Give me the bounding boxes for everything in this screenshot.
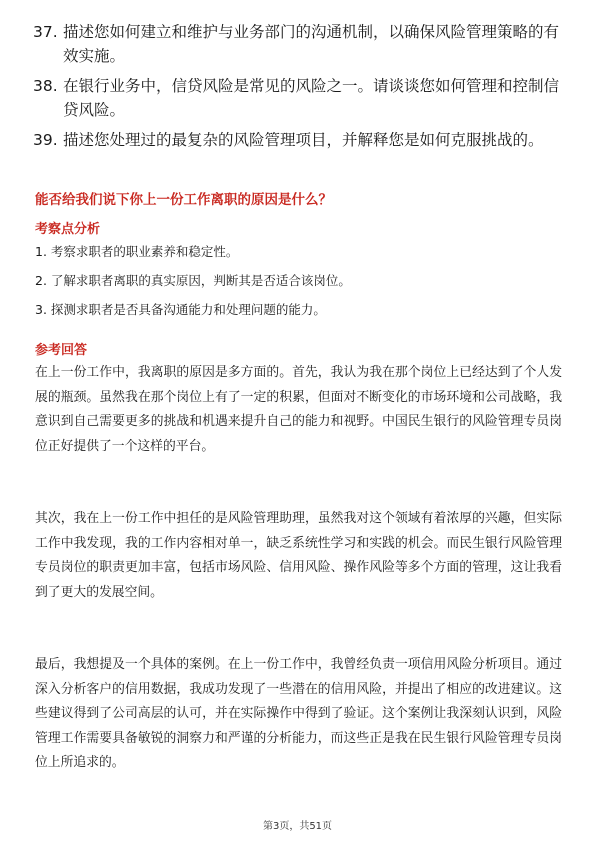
question-number: 39.: [33, 131, 58, 149]
page-footer: 第3页，共51页: [262, 821, 333, 832]
analysis-heading: 考察点分析: [35, 222, 101, 237]
question-number: 37.: [33, 23, 58, 41]
question-item-37: [33, 20, 563, 68]
interview-question-heading: 能否给我们说下你上一份工作离职的原因是什么？: [35, 192, 332, 208]
question-item-39: [33, 128, 563, 152]
answer-paragraph: 其次，我在上一份工作中担任的是风险管理助理，虽然我对这个领域有着浓厚的兴趣，但实际工作中我发现，我的工作内容相对单一，缺乏系统性学习和实践的机会。而民生银行风险管理专员岗位的职责更加丰富，包括市场风险、信用风险、操作风险等多个方面的管理，这让我看到了更大的发展空间。: [35, 511, 562, 600]
analysis-item: 2. 了解求职者离职的真实原因，判断其是否适合该岗位。: [35, 273, 351, 288]
analysis-item: 3. 探测求职者是否具备沟通能力和处理问题的能力。: [35, 302, 326, 317]
analysis-item: 1. 考察求职者的职业素养和稳定性。: [35, 244, 239, 259]
analysis-list: [35, 243, 560, 330]
answer-paragraph: 最后，我想提及一个具体的案例。在上一份工作中，我曾经负责一项信用风险分析项目。通过深入分析客户的信用数据，我成功发现了一些潜在的信用风险，并提出了相应的改进建议。这些建议得到了公司高层的认可，并在实际操作中得到了验证。这个案例让我深刻认识到，风险管理工作需要具备敏锐的洞察力和严谨的分析能力，而这些正是我在民生银行风险管理专员岗位上所追求的。: [35, 657, 562, 770]
answer-body: [35, 361, 562, 824]
answer-paragraph: 在上一份工作中，我离职的原因是多方面的。首先，我认为我在那个岗位上已经达到了个人发展的瓶颈。虽然我在那个岗位上有了一定的积累，但面对不断变化的市场环境和公司战略，我意识到自己需要更多的挑战和机遇来提升自己的能力和视野。中国民生银行的风险管理专员岗位正好提供了一个这样的平台。: [35, 365, 562, 454]
question-text: 在银行业务中，信贷风险是常见的风险之一。请谈谈您如何管理和控制信贷风险。: [63, 77, 560, 119]
question-text: 描述您如何建立和维护与业务部门的沟通机制，以确保风险管理策略的有效实施。: [63, 23, 560, 65]
question-list: [33, 20, 563, 158]
answer-heading: 参考回答: [35, 343, 88, 358]
question-text: 描述您处理过的最复杂的风险管理项目，并解释您是如何克服挑战的。: [63, 131, 544, 149]
question-number: 38.: [33, 77, 58, 95]
question-item-38: [33, 74, 563, 122]
